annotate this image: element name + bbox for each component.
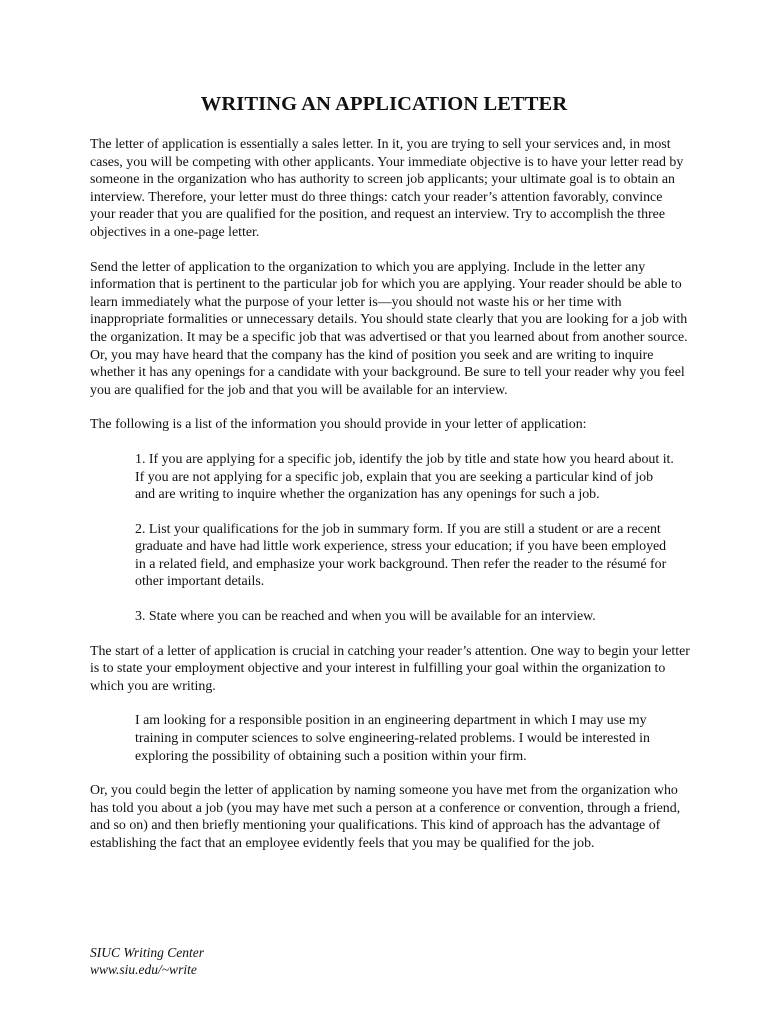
example-quote: I am looking for a responsible position in an engineering department in which I may use my training in computer sciences to solve engineering-related problems. I would be interested in exploring the possibility of obtaining such a position within your firm.: [135, 713, 650, 764]
footer-org: SIUC Writing Center: [90, 945, 204, 960]
start-of-letter-paragraph: The start of a letter of application is crucial in catching your reader’s attention. One way to begin your letter is to state your employment objective and your interest in fulfilling your goal within the organization to which you are writing.: [90, 643, 690, 694]
document-body: [90, 136, 690, 870]
footer-url: www.siu.edu/~write: [90, 962, 197, 977]
page-title: WRITING AN APPLICATION LETTER: [200, 93, 568, 115]
list-item-1: 1. If you are applying for a specific job, identify the job by title and state how you heard about it. If you are not applying for a specific job, explain that you are seeking a particular kind of job and are writing to inquire whether the organization has any openings for such a job.: [135, 451, 674, 503]
list-item-3: 3. State where you can be reached and when you will be available for an interview.: [135, 609, 596, 625]
send-letter-paragraph: Send the letter of application to the organization to which you are applying. Include in the letter any information that is pertinent to the particular job for which you are applying. Your reader should be able to learn immediately what the purpose of your letter is—you should not waste his or her time with inappropriate formalities or unnecessary details. You should state clearly that you are looking for a job with the organization. It may be a specific job that was advertised or that you learned about from another source. Or, you may have heard that the company has the kind of position you seek and are writing to inquire whether it has any openings for a candidate with your background. Be sure to tell your reader why you feel you are qualified for the job and that you will be available for an interview.: [90, 259, 688, 398]
alternative-opening-paragraph: Or, you could begin the letter of application by naming someone you have met from the organization who has told you about a job (you may have met such a person at a conference or convention, through a friend, and so on) and then briefly mentioning your qualifications. This kind of approach has the advantage of establishing the fact that an employee evidently feels that you may be qualified for the job.: [90, 783, 681, 851]
list-intro-paragraph: The following is a list of the information you should provide in your letter of application:: [90, 417, 587, 433]
intro-paragraph: The letter of application is essentially a sales letter. In it, you are trying to sell your services and, in most cases, you will be competing with other applicants. Your immediate objective is to have your letter read by someone in the organization who has authority to screen job applicants; your ultimate goal is to obtain an interview. Therefore, your letter must do three things: catch your reader’s attention favorably, convince your reader that you are qualified for the position, and request an interview. Try to accomplish the three objectives in a one-page letter.: [90, 137, 684, 240]
footer: [90, 944, 204, 978]
list-item-2: 2. List your qualifications for the job in summary form. If you are still a student or are a recent graduate and have had little work experience, stress your education; if you have been employed in a related field, and emphasize your work background. Then refer the reader to the résumé for other important details.: [135, 521, 667, 590]
